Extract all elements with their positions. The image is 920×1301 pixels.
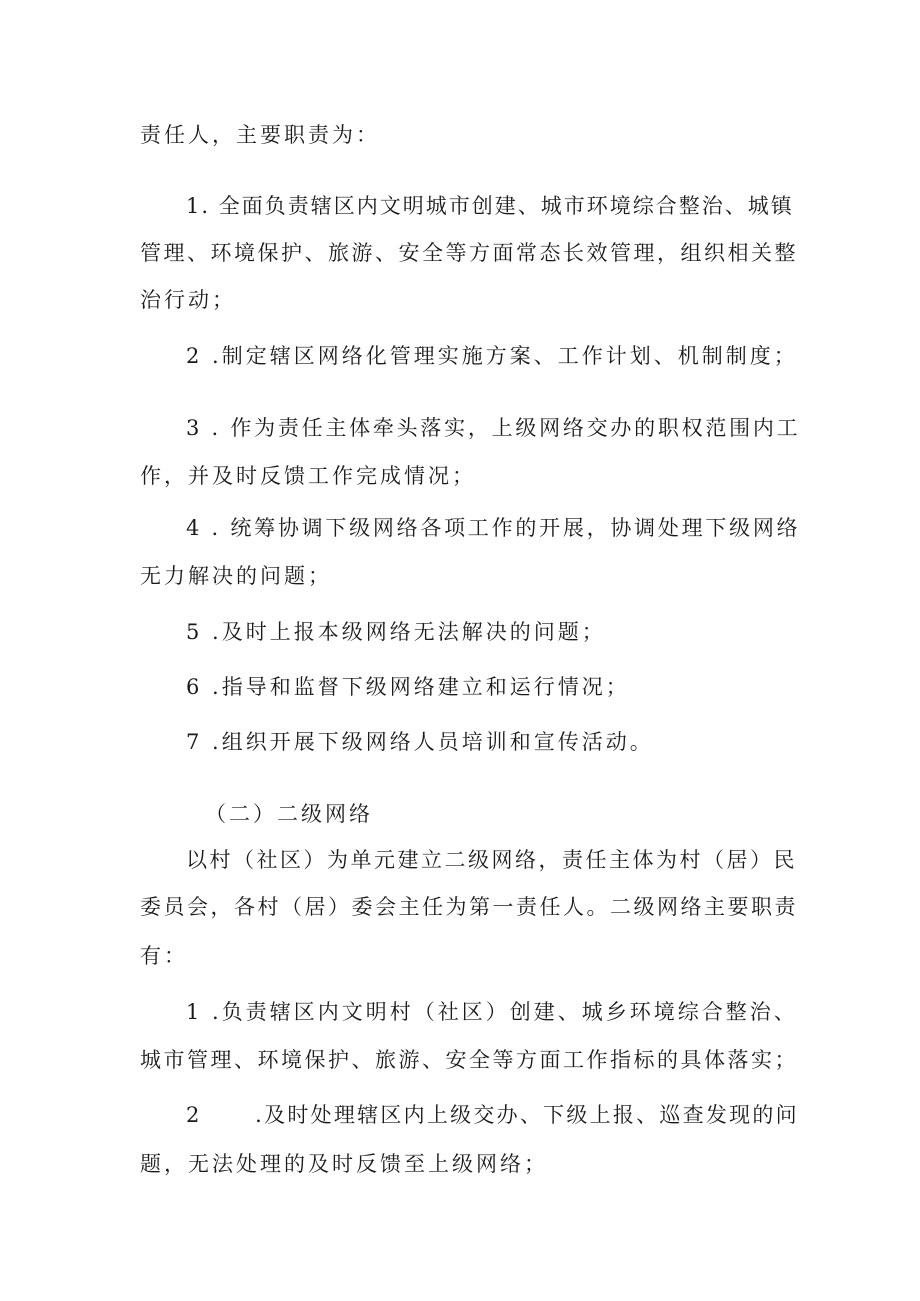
text-line: 3 . 作为责任主体牵头落实，上级网络交办的职权范围内工 — [186, 416, 801, 440]
text-line: 2 .及时处理辖区内上级交办、下级上报、巡查发现的问 — [186, 1103, 799, 1127]
text-line: 1. 全面负责辖区内文明城市创建、城市环境综合整治、城镇 — [186, 194, 794, 218]
text-line: 委员会，各村（居）委会主任为第一责任人。二级网络主要职责 — [140, 895, 798, 919]
text-line: 责任人，主要职责为： — [140, 123, 380, 147]
text-line: 2 .制定辖区网络化管理实施方案、工作计划、机制制度； — [186, 344, 798, 368]
text-line: 题，无法处理的及时反馈至上级网络； — [140, 1152, 548, 1176]
text-line: 无力解决的问题； — [140, 564, 332, 588]
text-line: 6 .指导和监督下级网络建立和运行情况； — [186, 675, 630, 699]
text-line: 5 .及时上报本级网络无法解决的问题； — [186, 620, 606, 644]
text-line: 以村（社区）为单元建立二级网络，责任主体为村（居）民 — [186, 848, 797, 872]
text-line: 治行动； — [140, 288, 236, 312]
text-line: 有： — [140, 944, 188, 968]
section-heading: （二）二级网络 — [205, 802, 373, 826]
text-line: 4 . 统筹协调下级网络各项工作的开展，协调处理下级网络 — [186, 516, 801, 540]
text-line: 1 .负责辖区内文明村（社区）创建、城乡环境综合整治、 — [186, 1000, 798, 1024]
text-line: 管理、环境保护、旅游、安全等方面常态长效管理，组织相关整 — [140, 241, 798, 265]
text-line: 7 .组织开展下级网络人员培训和宣传活动。 — [186, 730, 654, 754]
text-line: 城市管理、环境保护、旅游、安全等方面工作指标的具体落实； — [140, 1048, 798, 1072]
text-line: 作，并及时反馈工作完成情况； — [140, 464, 476, 488]
